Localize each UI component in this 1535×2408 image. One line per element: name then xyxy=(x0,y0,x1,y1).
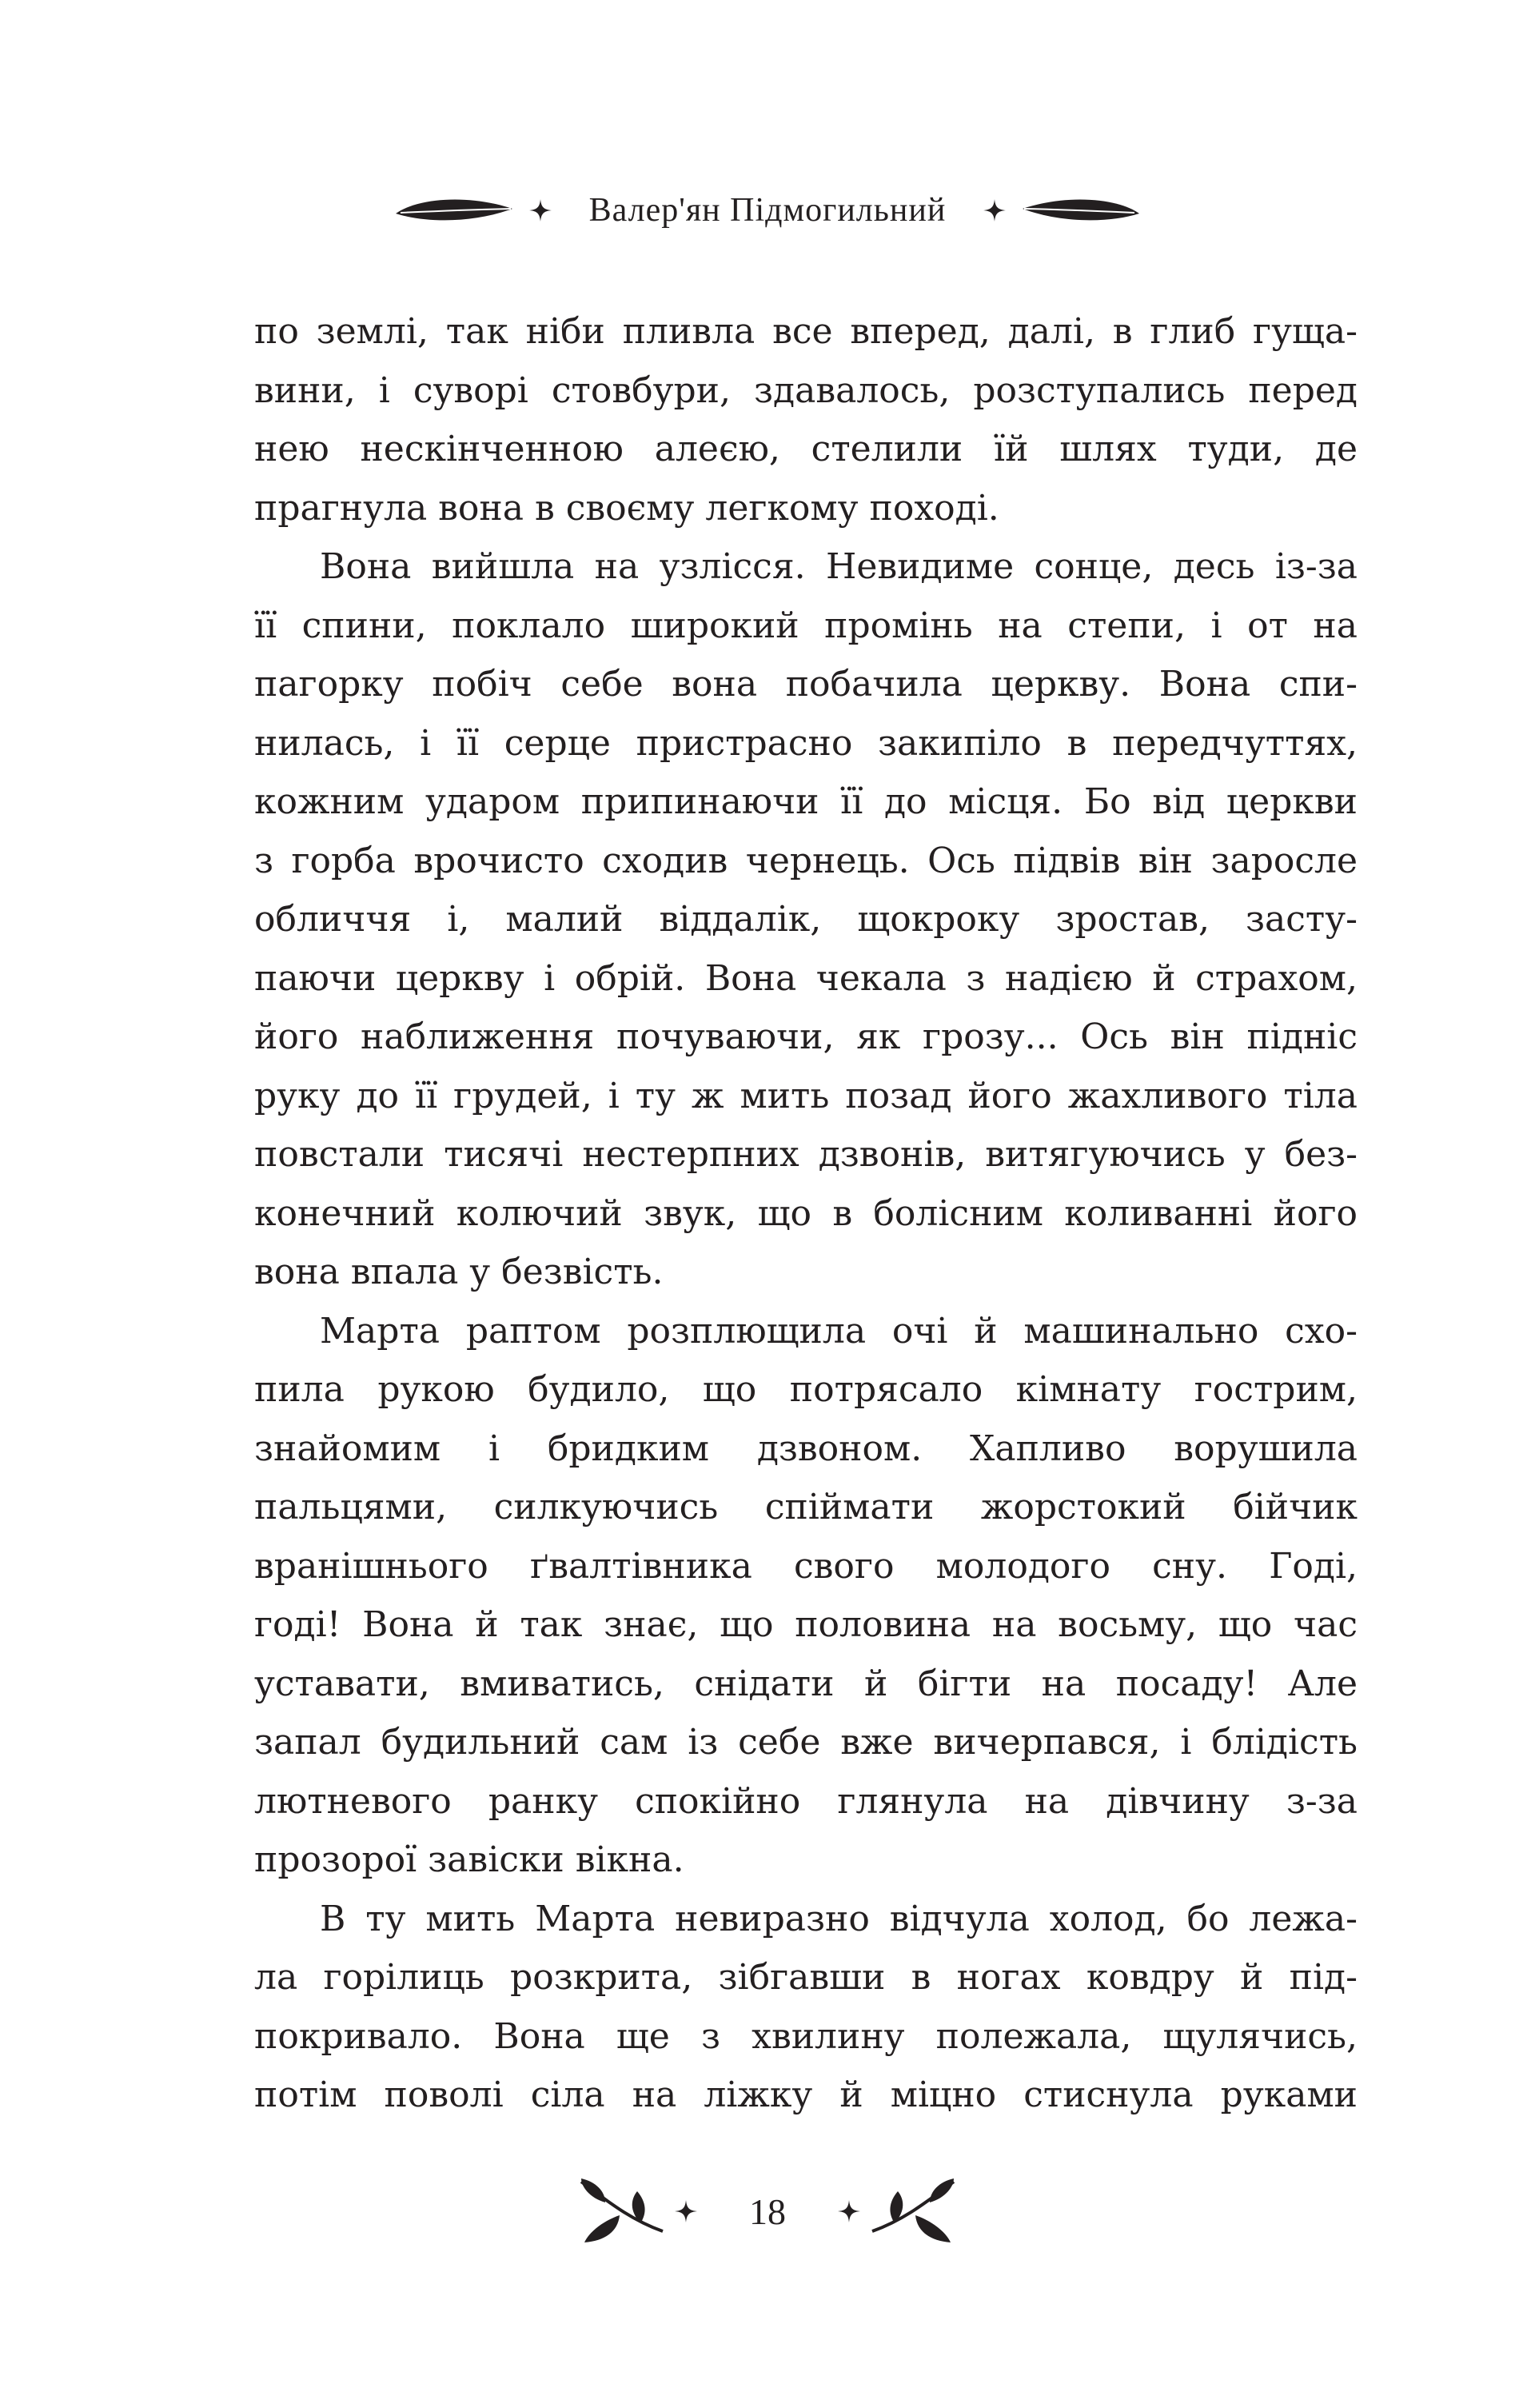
leaf-sprig-icon xyxy=(866,2175,962,2247)
star-icon xyxy=(983,198,1007,222)
text-line: ла горілиць розкрита, зібгавши в ногах ковдру й під- xyxy=(254,1957,1358,1998)
text-line: потім поволі сіла на ліжку й міцно стиснула руками xyxy=(254,2075,1358,2115)
text-line: пагорку побіч себе вона побачила церкву. Вона спи- xyxy=(254,664,1358,705)
text-line: годі! Вона й так знає, що половина на восьму, що час xyxy=(254,1604,1358,1645)
star-icon xyxy=(528,198,552,222)
text-line: знайомим і бридким дзвоном. Хапливо ворушила xyxy=(254,1428,1358,1469)
text-line: прозорої завіски вікна. xyxy=(254,1839,684,1880)
text-line: уставати, вмиватись, снідати й бігти на посаду! Але xyxy=(254,1663,1358,1704)
page-footer xyxy=(0,2171,1535,2251)
text-line: вранішнього ґвалтівника свого молодого сну. Годі, xyxy=(254,1545,1358,1587)
text-line: прагнула вона в своєму легкому поході. xyxy=(254,487,999,529)
text-line: вона впала у безвість. xyxy=(254,1252,664,1292)
page-body-text xyxy=(254,302,1358,2125)
text-line: нилась, і її серце пристрасно закипіло в передчуттях, xyxy=(254,722,1358,764)
leaf-ornament-icon xyxy=(394,196,514,225)
running-header xyxy=(0,182,1535,238)
book-author-header: Валер'ян Підмогильний xyxy=(588,192,947,229)
text-line: її спини, поклало широкий промінь на степи, і от на xyxy=(254,605,1358,646)
text-line: вини, і суворі стовбури, здавалось, розступались перед xyxy=(254,369,1358,411)
page-number: 18 xyxy=(749,2190,786,2232)
text-line: повстали тисячі нестерпних дзвонів, витягуючись у без- xyxy=(254,1134,1358,1175)
text-line: по землі, так ніби пливла все вперед, далі, в глиб гуща- xyxy=(254,311,1358,352)
text-line: конечний колючий звук, що в болісним коливанні його xyxy=(254,1192,1358,1234)
text-line: пила рукою будило, що потрясало кімнату гострим, xyxy=(254,1369,1358,1410)
text-line: його наближення почуваючи, як грозу... Ось він підніс xyxy=(254,1016,1358,1057)
text-line: з горба врочисто сходив чернець. Ось підвів він заросле xyxy=(254,840,1358,881)
leaf-sprig-icon xyxy=(573,2175,669,2247)
text-line: В ту мить Марта невиразно відчула холод, бо лежа- xyxy=(320,1898,1358,1939)
text-line: паючи церкву і обрій. Вона чекала з надією й страхом, xyxy=(254,957,1358,999)
star-icon xyxy=(837,2199,861,2223)
text-line: кожним ударом припинаючи її до місця. Бо від церкви xyxy=(254,781,1358,822)
text-line: пальцями, силкуючись спіймати жорстокий бійчик xyxy=(254,1487,1358,1527)
star-icon xyxy=(674,2199,698,2223)
text-line: запал будильний сам із себе вже вичерпався, і блідість xyxy=(254,1722,1358,1763)
text-line: нею нескінченною алеєю, стелили їй шлях туди, де xyxy=(254,429,1358,469)
text-line: лютневого ранку спокійно глянула на дівчину з-за xyxy=(254,1780,1358,1822)
text-line: руку до її грудей, і ту ж мить позад його жахливого тіла xyxy=(254,1075,1358,1116)
text-line: Вона вийшла на узлісся. Невидиме сонце, десь із-за xyxy=(320,546,1358,587)
text-line: обличчя і, малий віддалік, щокроку зростав, засту- xyxy=(254,899,1358,940)
text-line: покривало. Вона ще з хвилину полежала, щулячись, xyxy=(254,2015,1358,2057)
leaf-ornament-icon xyxy=(1021,196,1141,225)
text-line: Марта раптом розплющила очі й машинально схо- xyxy=(320,1310,1358,1352)
